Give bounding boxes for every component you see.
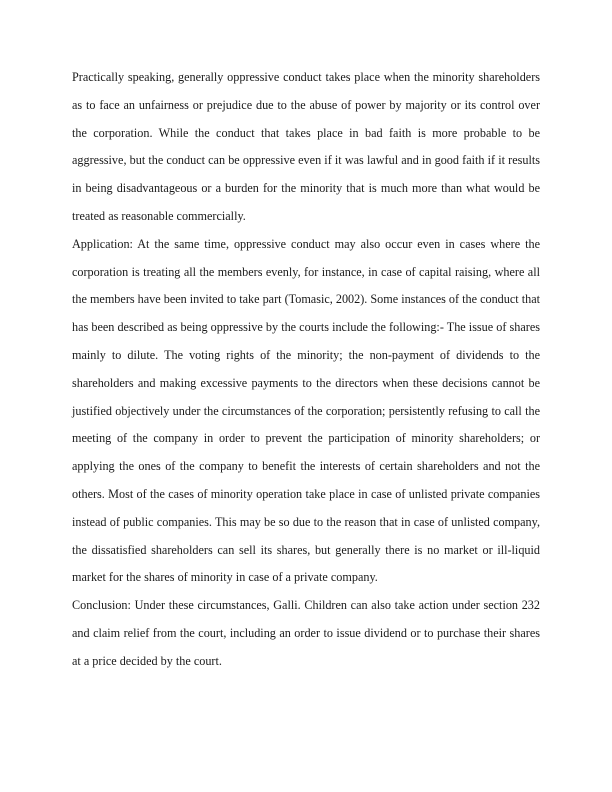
- paragraph-oppressive-conduct: Practically speaking, generally oppressive conduct takes place when the minority shareholders as to face an unfairness or prejudice due to the abuse of power by majority or its control over the corporation. While the conduct that takes place in bad faith is more probable to be aggressive, but the conduct can be oppressive even if it was lawful and in good faith if it results in being disadvantageous or a burden for the minority that is much more than what would be treated as reasonable commercially.: [72, 70, 540, 223]
- paragraph-conclusion: Conclusion: Under these circumstances, Galli. Children can also take action under section 232 and claim relief from the court, including an order to issue dividend or to purchase their shares at a price decided by the court.: [72, 598, 540, 668]
- paragraph-application: Application: At the same time, oppressive conduct may also occur even in cases where the corporation is treating all the members evenly, for instance, in case of capital raising, where all the members have been invited to take part (Tomasic, 2002). Some instances of the conduct that has been described as being oppressive by the courts include the following:- The issue of shares mainly to dilute. The voting rights of the minority; the non-payment of dividends to the shareholders and making excessive payments to the directors when these decisions cannot be justified objectively under the circumstances of the corporation; persistently refusing to call the meeting of the company in order to prevent the participation of minority shareholders; or applying the ones of the company to benefit the interests of certain shareholders and not the others. Most of the cases of minority operation take place in case of unlisted private companies instead of public companies. This may be so due to the reason that in case of unlisted company, the dissatisfied shareholders can sell its shares, but generally there is no market or ill-liquid market for the shares of minority in case of a private company.: [72, 236, 540, 585]
- document-body: [72, 64, 540, 676]
